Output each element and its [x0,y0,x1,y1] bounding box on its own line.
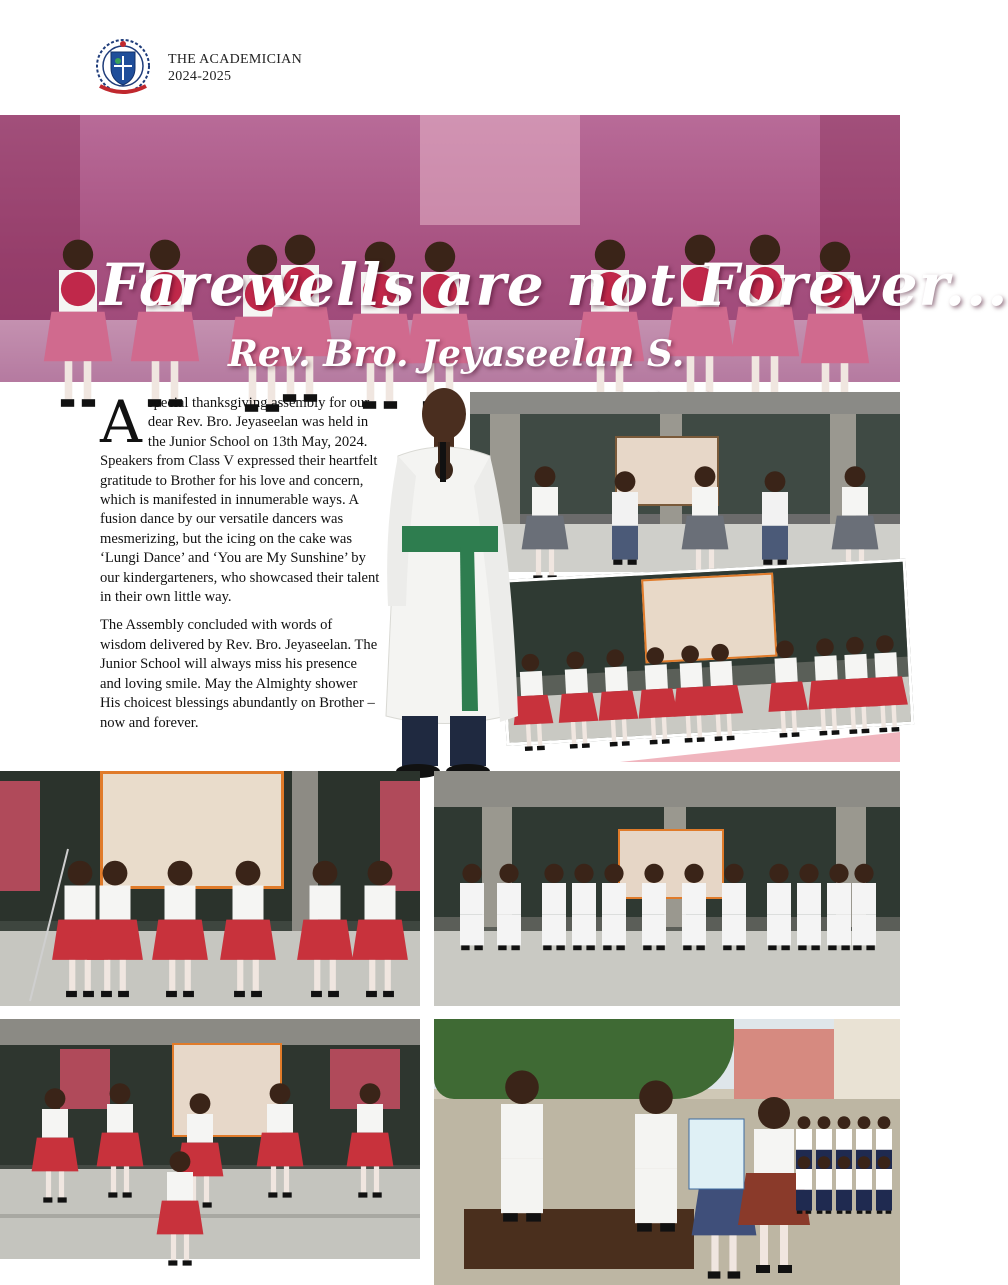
dancer-figure [722,864,746,950]
singer-figure [297,861,353,997]
dancer-figure [827,864,851,950]
farewell-banner [0,115,1008,382]
photo-kindergarten-dance [498,559,914,746]
photo-felicitation [434,1019,900,1285]
school-crest-icon [92,38,154,98]
photo-kindergarten-singers [0,771,420,1006]
brother-figure [501,1070,543,1221]
photo-sunglasses-dance [434,771,900,1006]
photo-sunglasses-figures [434,771,900,1006]
drop-cap: A [100,388,142,456]
article-paragraph-1 [100,388,380,607]
singer-figure [220,861,276,997]
seated-student-figure [856,1156,872,1214]
photo-singers-figures [0,771,420,1006]
seated-student-figure [816,1156,832,1214]
dancer-figure [542,864,566,950]
dancer-figure [555,650,600,749]
seated-student-figure [876,1156,892,1214]
singer-figure [87,861,143,997]
dancer-figure [595,648,640,747]
singer-figure [152,861,208,997]
dancer-figure [642,864,666,950]
dancer-figure [700,643,745,742]
article-paragraph-2: The Assembly concluded with words of wisdom delivered by Rev. Bro. Jeyaseelan. The Junior School will always miss his presence and loving smile. May the Almighty shower His choicest blessings abundantly on Brother – now and forever. [100,617,378,731]
seated-student-figure [836,1156,852,1214]
publication-block [168,51,302,85]
article-paragraph-1-text: special thanksgiving assembly for our dear Rev. Bro. Jeyaseelan was held in the Junior School on 13th May, 2024. Speakers from Class V expressed their heartfelt gratitude to Brother for his love and concern, which is manifested in innumerable ways. A fusion dance by our versatile dancers was mesmerizing, but the icing on the cake was ‘Lungi Dance’ and ‘You are My Sunshine’ by our kindergarteners, who showcased their talent in their own little way. [100,395,380,606]
speaker-figure [612,471,638,565]
article-text [100,388,380,742]
singer-figure [352,861,408,997]
banner-subtitle: Rev. Bro. Jeyaseelan S. [228,333,685,375]
fusion-dancer-figure [32,1088,79,1202]
fusion-dancer-figure [97,1083,144,1197]
photo-dancers-figures [501,562,911,743]
banner-title: Farewells are not Forever... [100,251,1008,319]
brother-jeyaseelan-figure [378,386,538,781]
dancer-figure [602,864,626,950]
dancer-figure [460,864,484,950]
dancer-figure [765,639,810,738]
dancer-figure [767,864,791,950]
photo-felicitation-figures [434,1019,900,1285]
speaker-figure [682,466,729,580]
fusion-dancer-figure [257,1083,304,1197]
photo-fusion-figures [0,1019,420,1259]
dancer-figure [572,864,596,950]
fusion-dancer-figure [347,1083,394,1197]
publication-title: THE ACADEMICIAN [168,52,302,67]
brother-figure [635,1080,677,1231]
speaker-figure [762,471,788,565]
dancer-figure [797,864,821,950]
dancer-figure [865,634,910,733]
farewell-card [689,1119,744,1189]
photo-fusion-dance [0,1019,420,1259]
page-header [92,38,302,98]
dancer-figure [497,864,521,950]
dancer-figure [852,864,876,950]
dancer-figure [682,864,706,950]
publication-year: 2024-2025 [168,69,232,84]
seated-student-figure [796,1156,812,1214]
dancer-figure [635,646,680,745]
